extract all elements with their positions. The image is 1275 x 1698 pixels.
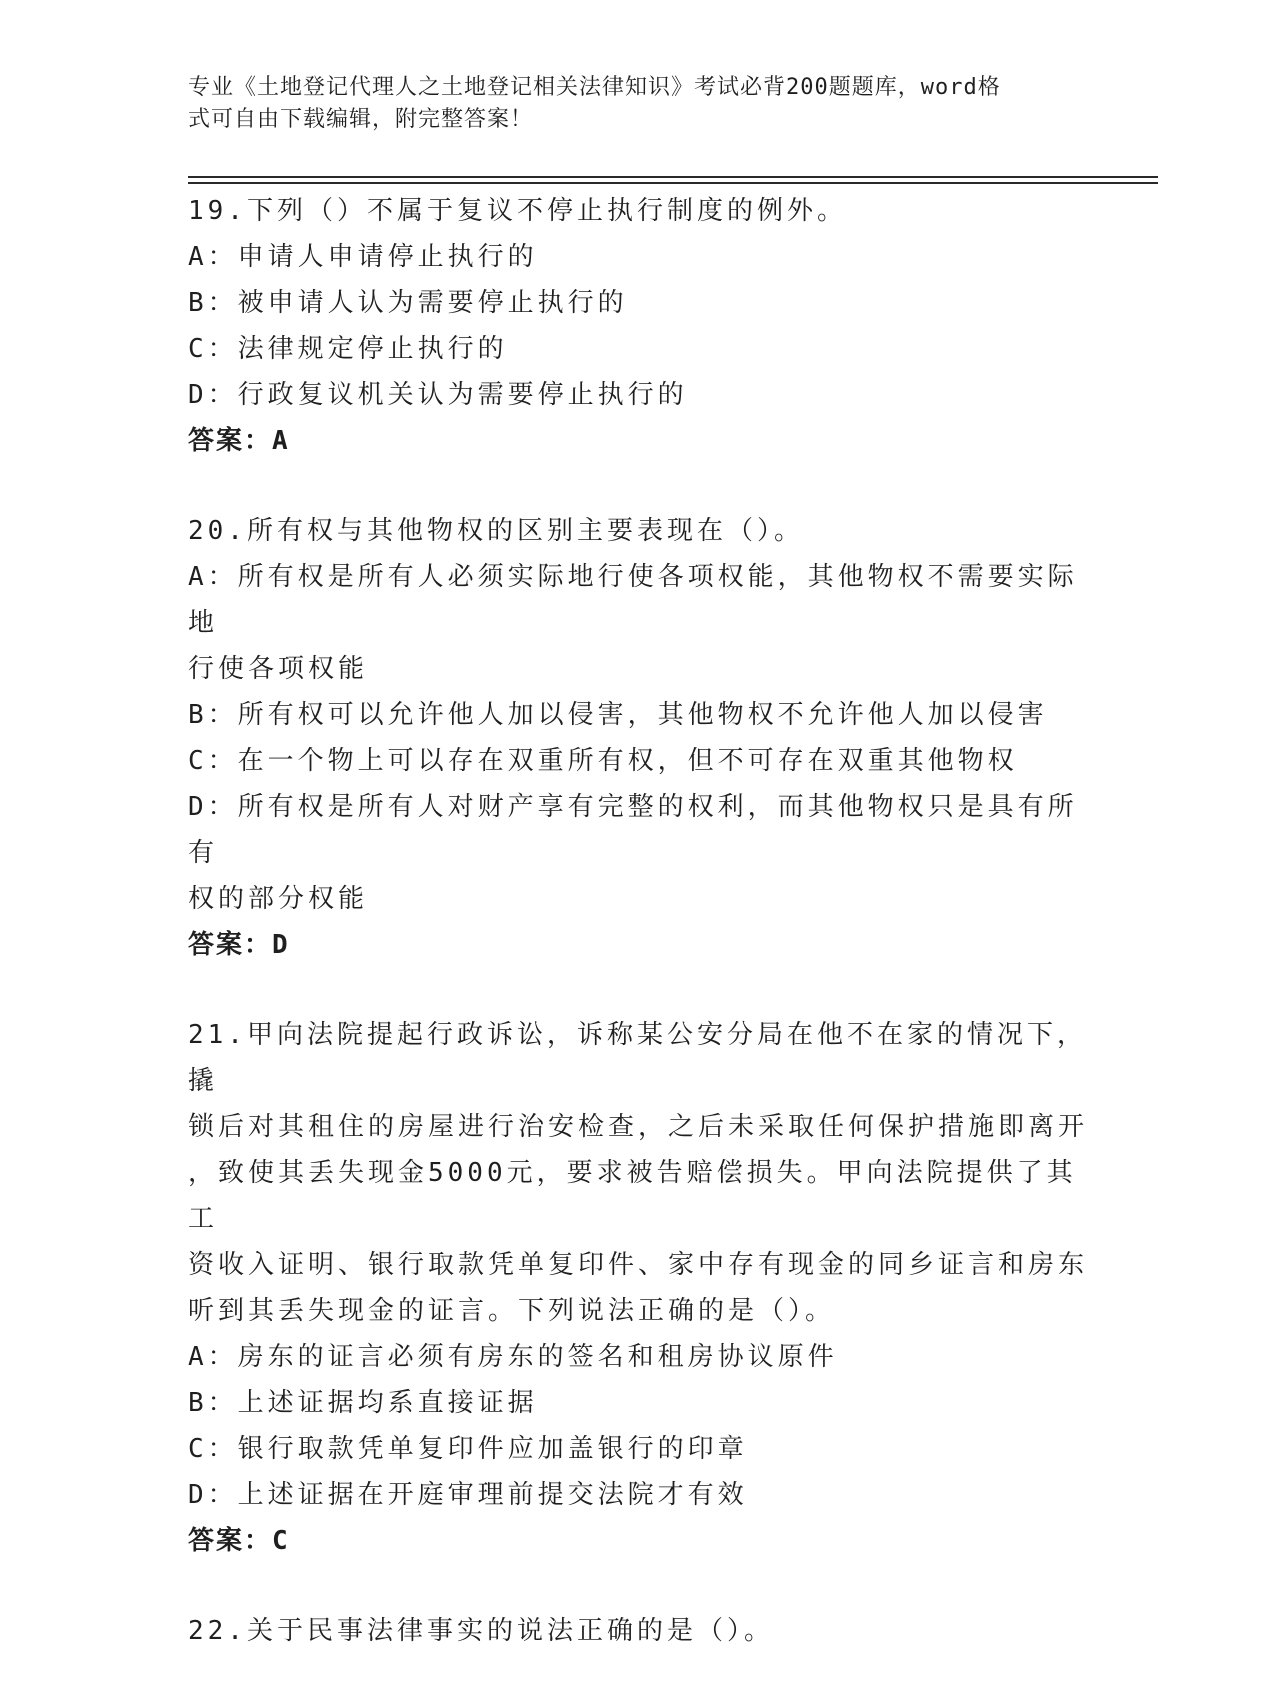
question-stem: 19.下列（）不属于复议不停止执行制度的例外。 bbox=[188, 196, 847, 226]
option-b: B：上述证据均系直接证据 bbox=[188, 1388, 538, 1418]
option-c: C：法律规定停止执行的 bbox=[188, 334, 508, 364]
question-21 bbox=[188, 1012, 1088, 1564]
option-c: C：在一个物上可以存在双重所有权，但不可存在双重其他物权 bbox=[188, 746, 1018, 776]
option-a-continued: 行使各项权能 bbox=[188, 654, 369, 684]
option-d-continued: 权的部分权能 bbox=[188, 884, 369, 914]
option-a: A：房东的证言必须有房东的签名和租房协议原件 bbox=[188, 1342, 838, 1372]
question-stem-continued: 锁后对其租住的房屋进行治安检查，之后未采取任何保护措施即离开 bbox=[188, 1112, 1089, 1142]
option-d: D：行政复议机关认为需要停止执行的 bbox=[188, 380, 688, 410]
question-20 bbox=[188, 508, 1088, 968]
option-b: B：被申请人认为需要停止执行的 bbox=[188, 288, 628, 318]
question-stem-continued: 听到其丢失现金的证言。下列说法正确的是（）。 bbox=[188, 1296, 836, 1326]
header-line-2: 式可自由下载编辑，附完整答案！ bbox=[188, 107, 534, 132]
option-a: A：所有权是所有人必须实际地行使各项权能，其他物权不需要实际地 bbox=[188, 562, 1078, 638]
option-c: C：银行取款凭单复印件应加盖银行的印章 bbox=[188, 1434, 748, 1464]
question-stem: 21.甲向法院提起行政诉讼，诉称某公安分局在他不在家的情况下，撬 bbox=[188, 1020, 1087, 1096]
answer-label: 答案：D bbox=[188, 930, 290, 960]
question-22 bbox=[188, 1608, 1088, 1654]
option-a: A：申请人申请停止执行的 bbox=[188, 242, 538, 272]
option-d: D：上述证据在开庭审理前提交法院才有效 bbox=[188, 1480, 748, 1510]
header-line-1: 专业《土地登记代理人之土地登记相关法律知识》考试必背200题题库，word格 bbox=[188, 75, 1001, 100]
header-divider-top bbox=[188, 176, 1158, 178]
question-stem: 22.关于民事法律事实的说法正确的是（）。 bbox=[188, 1616, 774, 1646]
header-divider-bottom bbox=[188, 182, 1158, 184]
option-d: D：所有权是所有人对财产享有完整的权利，而其他物权只是具有所有 bbox=[188, 792, 1078, 868]
question-stem-continued: 资收入证明、银行取款凭单复印件、家中存有现金的同乡证言和房东 bbox=[188, 1250, 1089, 1280]
question-stem-continued: ，致使其丢失现金5000元，要求被告赔偿损失。甲向法院提供了其工 bbox=[188, 1158, 1077, 1234]
option-b: B：所有权可以允许他人加以侵害，其他物权不允许他人加以侵害 bbox=[188, 700, 1048, 730]
question-list bbox=[188, 188, 1088, 1698]
answer-label: 答案：C bbox=[188, 1526, 290, 1556]
question-stem: 20.所有权与其他物权的区别主要表现在（）。 bbox=[188, 516, 804, 546]
question-19 bbox=[188, 188, 1088, 464]
answer-label: 答案：A bbox=[188, 426, 290, 456]
document-header bbox=[188, 72, 1078, 136]
